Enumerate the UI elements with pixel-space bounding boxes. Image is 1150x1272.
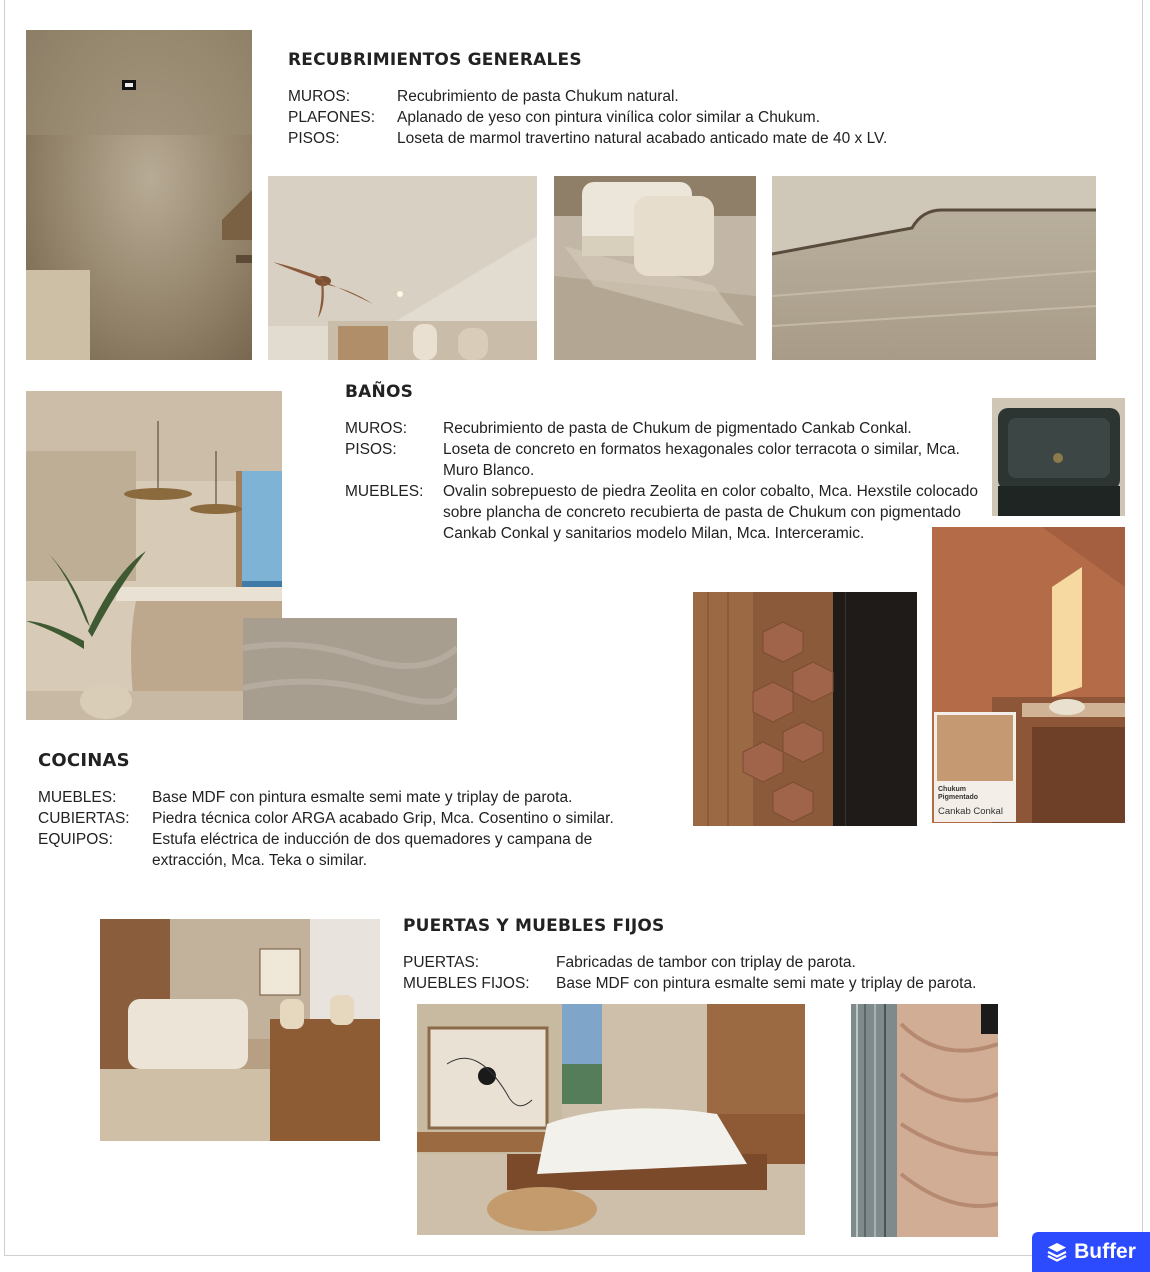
chukum-pigment-swatch-card (934, 712, 1016, 822)
pigment-swatch (937, 715, 1013, 781)
spec-key: MUEBLES: (38, 789, 117, 806)
spec-row-puertas (403, 952, 1063, 973)
spec-value: Base MDF con pintura esmalte semi mate y triplay de parota. (152, 789, 573, 806)
spec-value: Recubrimiento de pasta de Chukum de pigmentado Cankab Conkal. (443, 420, 912, 437)
banos-title: BAÑOS (345, 382, 414, 402)
sofa-floor-photo (554, 176, 756, 360)
arga-stone-swatch (243, 618, 457, 720)
spec-key: PLAFONES: (288, 109, 375, 126)
puertas-title: PUERTAS Y MUEBLES FIJOS (403, 916, 665, 936)
cocinas-title: COCINAS (38, 750, 130, 771)
spec-value: Ovalin sobrepuesto de piedra Zeolita en color cobalto, Mca. Hexstile colocado sobre plancha de concreto recubierta de pasta de Chukum con pigmentado Cankab Conkal y sanitarios modelo Milan, Mca. Interceramic. (443, 483, 979, 542)
buffer-badge[interactable] (1032, 1232, 1150, 1272)
chukum-wall-photo (26, 30, 252, 360)
spec-row-muros (345, 418, 987, 439)
general-title: RECUBRIMIENTOS GENERALES (288, 50, 582, 70)
spec-row-muebles (38, 787, 688, 808)
parota-plywood-photo (851, 1004, 998, 1237)
spec-key: PUERTAS: (403, 954, 480, 971)
cobalt-sink-photo (992, 398, 1125, 516)
living-dining-photo (100, 919, 380, 1141)
spec-value: Fabricadas de tambor con triplay de parota. (556, 954, 856, 971)
spec-key: PISOS: (345, 441, 397, 458)
spec-row-pisos (288, 128, 1008, 149)
spec-value: Loseta de concreto en formatos hexagonales color terracota o similar, Mca. Muro Blanco. (443, 441, 960, 479)
spec-value: Loseta de marmol travertino natural acabado anticado mate de 40 x LV. (397, 130, 888, 147)
spec-value: Recubrimiento de pasta Chukum natural. (397, 88, 679, 105)
spec-row-muebles-fijos (403, 973, 1063, 994)
spec-key: MUROS: (288, 88, 350, 105)
buffer-stack-icon (1046, 1241, 1068, 1263)
spec-value: Aplanado de yeso con pintura vinílica color similar a Chukum. (397, 109, 821, 126)
spec-key: CUBIERTAS: (38, 810, 130, 827)
buffer-label: Buffer (1074, 1240, 1136, 1263)
spec-value: Estufa eléctrica de inducción de dos quemadores y campana de extracción, Mca. Teka o similar. (152, 831, 593, 869)
travertine-floor-photo (772, 176, 1096, 360)
spec-row-plafones (288, 107, 1008, 128)
spec-row-muebles (345, 481, 987, 544)
spec-value: Piedra técnica color ARGA acabado Grip, Mca. Cosentino o similar. (152, 810, 614, 827)
spec-key: MUEBLES FIJOS: (403, 975, 530, 992)
spec-key: EQUIPOS: (38, 831, 113, 848)
spec-value: Base MDF con pintura esmalte semi mate y triplay de parota. (556, 975, 977, 992)
banos-specs (345, 418, 987, 544)
spec-row-equipos (38, 829, 688, 871)
spec-row-muros (288, 86, 1008, 107)
swatch-brand: Chukum Pigmentado (938, 786, 979, 801)
ceiling-fan-photo (268, 176, 537, 360)
bedroom-photo (417, 1004, 805, 1235)
puertas-specs (403, 952, 1063, 994)
spec-key: MUROS: (345, 420, 407, 437)
spec-key: MUEBLES: (345, 483, 424, 500)
spec-row-pisos (345, 439, 987, 481)
spec-row-cubiertas (38, 808, 688, 829)
spec-key: PISOS: (288, 130, 340, 147)
cocinas-specs (38, 787, 688, 871)
swatch-label: Cankab Conkal (938, 806, 1003, 817)
general-specs (288, 86, 1008, 149)
hex-tile-floor-photo (693, 592, 917, 826)
